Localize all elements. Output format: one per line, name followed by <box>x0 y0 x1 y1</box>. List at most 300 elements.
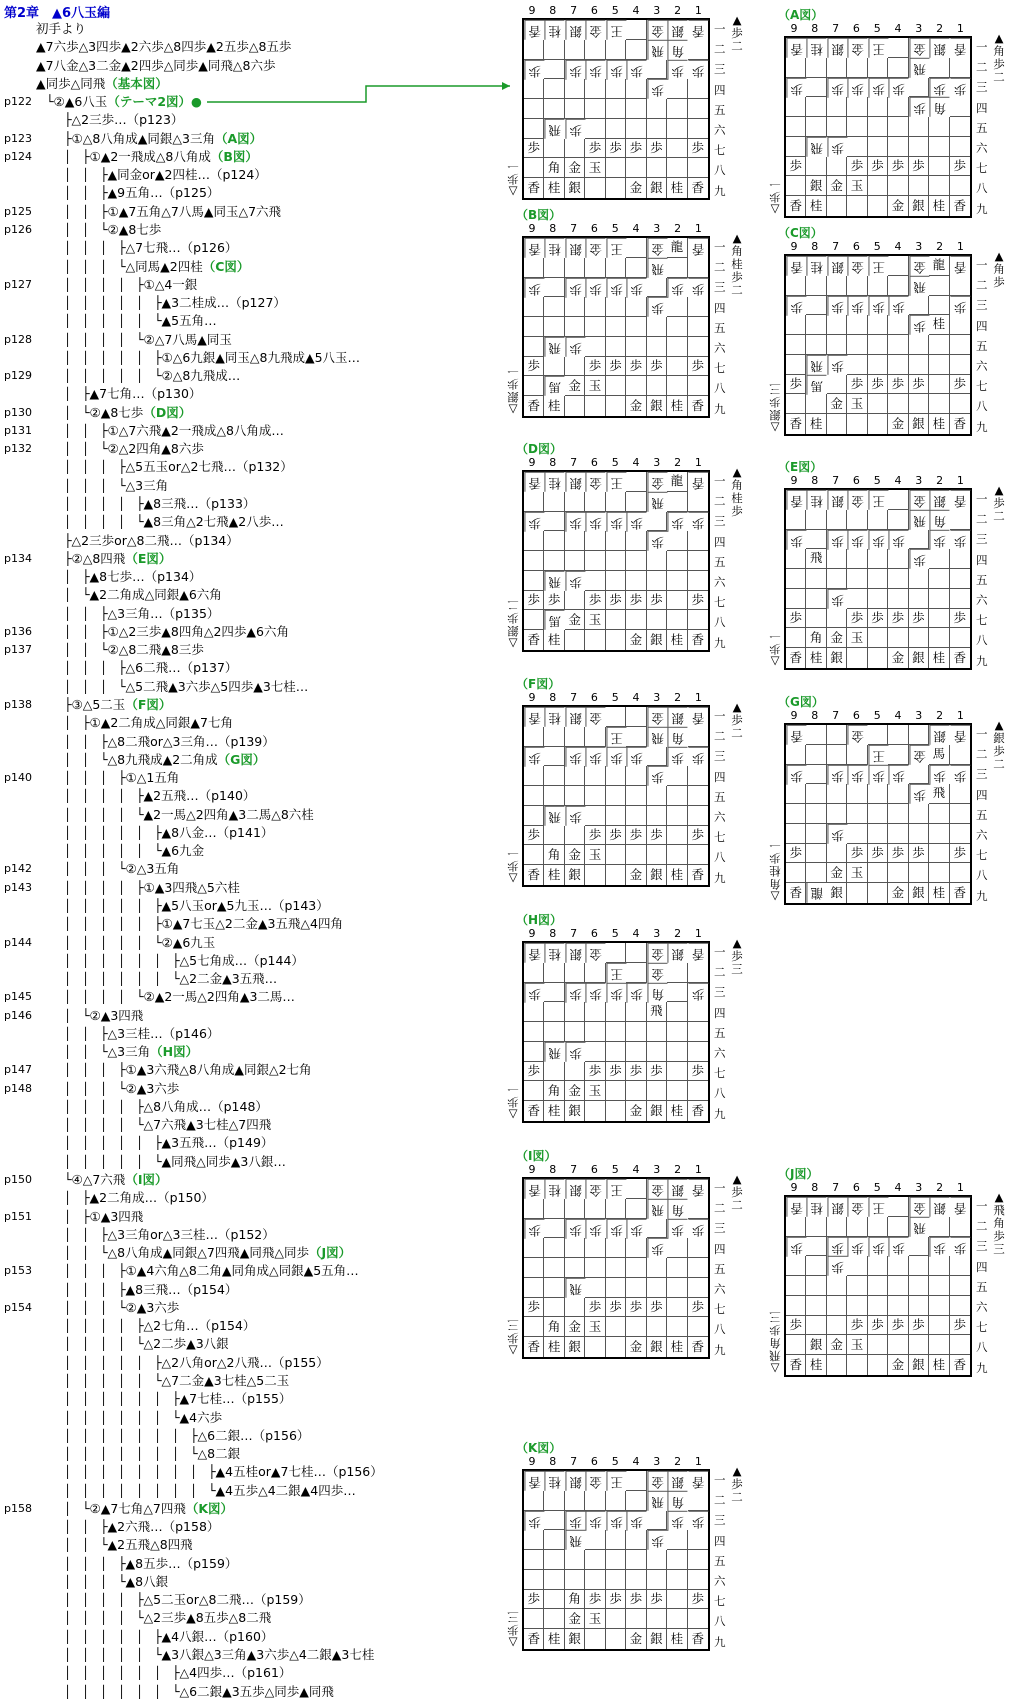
branch-marker: ├① <box>100 422 119 438</box>
tree-guide: │ <box>136 953 144 968</box>
tree-guide: │ <box>64 844 72 859</box>
file-label: 4 <box>632 4 640 17</box>
tree-guide: │ <box>82 1556 90 1571</box>
tree-guide: │ <box>82 1045 90 1060</box>
tree-guide: │ <box>100 844 108 859</box>
page-ref: p122 <box>4 95 32 109</box>
square: 銀 <box>909 1355 929 1375</box>
square: 桂 <box>667 1629 687 1649</box>
file-label: 6 <box>590 222 598 235</box>
square: 馬 <box>806 375 826 395</box>
file-label: 5 <box>873 240 881 253</box>
rank-label: 六 <box>714 1574 726 1588</box>
rank-label: 七 <box>714 1594 726 1609</box>
tree-guide: │ <box>82 1118 90 1133</box>
tree-guide: │ <box>82 935 90 950</box>
square: 銀 <box>565 472 585 492</box>
tree-guide: │ <box>82 1355 90 1370</box>
page-ref: p147 <box>4 1063 32 1077</box>
file-label: 3 <box>653 691 661 704</box>
tree-guide: │ <box>64 1538 72 1553</box>
square: 歩 <box>827 530 847 550</box>
tree-guide: │ <box>118 1648 126 1663</box>
gote-hand: △ 銀 歩 一 <box>507 364 519 417</box>
tree-guide: │ <box>64 442 72 457</box>
sente-hand: ▲ 飛 角 歩 三 <box>993 1190 1005 1256</box>
tree-guide: │ <box>64 1154 72 1169</box>
move-text: ▲5八玉or▲5九玉…（p143） <box>161 897 329 913</box>
square: 歩 <box>524 512 544 532</box>
board-label: （G図） <box>778 695 824 709</box>
rank-label: 一 <box>976 258 988 272</box>
file-label: 7 <box>570 691 578 704</box>
square: 歩 <box>688 60 708 80</box>
tree-guide: │ <box>64 771 72 786</box>
move-text: △2三歩or△8二飛…（p134） <box>71 532 239 548</box>
square: 金 <box>827 1335 847 1355</box>
square: 歩 <box>585 60 605 80</box>
move-text: △7六飛▲2一飛成△8八角成… <box>118 422 284 438</box>
board-label: （K図） <box>516 1441 562 1455</box>
board-label: （F図） <box>516 677 561 691</box>
rank-label: 七 <box>714 1066 726 1081</box>
square: 飛 <box>544 337 564 357</box>
square: 歩 <box>565 60 585 80</box>
square: 金 <box>585 1471 605 1491</box>
gote-hand: △ 歩 一 <box>507 159 519 199</box>
tree-guide: │ <box>64 222 72 237</box>
square: 銀 <box>827 648 847 668</box>
tree-guide: │ <box>100 990 108 1005</box>
square: 金 <box>647 707 667 727</box>
square: 銀 <box>565 178 585 198</box>
square: 玉 <box>585 1081 605 1101</box>
tree-guide: │ <box>82 1264 90 1279</box>
move-text: △5二飛▲3六歩△5四歩▲3七桂… <box>125 678 309 694</box>
square: 香 <box>786 648 806 668</box>
file-label: 7 <box>832 22 840 35</box>
square: 香 <box>688 472 708 492</box>
branch-marker: ├① <box>64 130 83 146</box>
square: 歩 <box>565 806 585 826</box>
move-text: ▲7六歩△3四歩▲2六歩△8四歩▲2五歩△8五歩 <box>36 39 292 55</box>
rank-label: 七 <box>976 161 988 176</box>
square: 飛 <box>544 571 564 591</box>
square: 金 <box>827 176 847 196</box>
tree-guide: │ <box>154 972 162 987</box>
rank-label: 三 <box>976 1239 988 1254</box>
page-ref: p138 <box>4 697 32 711</box>
square: 歩 <box>786 157 806 177</box>
tree-guide: │ <box>118 369 126 384</box>
move-text: ▲7五角△7八馬▲同玉△7六飛 <box>118 203 282 219</box>
square: 桂 <box>544 396 564 416</box>
tree-guide: │ <box>64 1264 72 1279</box>
square: 桂 <box>667 178 687 198</box>
file-label: 4 <box>632 1163 640 1176</box>
square: 飛 <box>544 1042 564 1062</box>
square: 歩 <box>929 765 949 785</box>
gote-hand: △ 歩 一 <box>507 1082 519 1122</box>
file-label: 7 <box>570 927 578 940</box>
square: 銀 <box>909 648 929 668</box>
tree-guide: │ <box>100 679 108 694</box>
file-label: 7 <box>832 709 840 722</box>
rank-label: 四 <box>714 82 726 97</box>
square: 歩 <box>565 1511 585 1531</box>
square: 香 <box>953 884 967 900</box>
move-text: ▲4五歩△4二銀▲4四歩… <box>215 1482 356 1498</box>
branch-marker: ├① <box>118 770 137 786</box>
rank-label: 六 <box>976 593 988 607</box>
tree-guide: │ <box>64 1081 72 1096</box>
rank-label: 一 <box>976 40 988 54</box>
square: 歩 <box>647 1062 667 1082</box>
tree-guide: │ <box>82 314 90 329</box>
square: 金 <box>847 38 867 58</box>
tree-guide: │ <box>64 515 72 530</box>
tree-guide: │ <box>64 1191 72 1206</box>
square: 歩 <box>524 278 544 298</box>
square: 銀 <box>827 883 847 903</box>
file-label: 8 <box>811 709 819 722</box>
square: 桂 <box>806 490 826 510</box>
file-label: 5 <box>611 4 619 17</box>
page-ref: p154 <box>4 1300 32 1314</box>
rank-label: 五 <box>976 572 988 587</box>
square: 金 <box>888 648 908 668</box>
square: 歩 <box>626 983 646 1003</box>
diagram-ref: （J図） <box>309 1245 352 1261</box>
move-text: ▲6九金 <box>161 843 205 859</box>
square: 銀 <box>806 176 826 196</box>
tree-guide: │ <box>64 1209 72 1224</box>
tree-guide: │ <box>82 953 90 968</box>
square: 香 <box>786 196 806 216</box>
rank-label: 一 <box>714 1473 726 1487</box>
rank-label: 二 <box>976 1219 988 1234</box>
square: 歩 <box>786 78 806 98</box>
tree-guide: │ <box>82 186 90 201</box>
square: 桂 <box>544 1101 564 1121</box>
rank-label: 五 <box>714 320 726 335</box>
file-label: 2 <box>674 222 682 235</box>
tree-guide: │ <box>118 1410 126 1425</box>
tree-guide: │ <box>82 1666 90 1681</box>
tree-guide: │ <box>82 423 90 438</box>
tree-guide: │ <box>82 990 90 1005</box>
rank-label: 二 <box>976 747 988 762</box>
square: 金 <box>909 745 929 765</box>
board-label: （C図） <box>778 226 823 240</box>
square: 銀 <box>929 38 949 58</box>
tree-guide: │ <box>82 1373 90 1388</box>
tree-guide: │ <box>64 1666 72 1681</box>
square: 金 <box>626 178 646 198</box>
file-label: 9 <box>528 456 536 469</box>
tree-guide: │ <box>154 1428 162 1443</box>
square: 金 <box>585 472 605 492</box>
file-label: 5 <box>611 1163 619 1176</box>
rank-label: 三 <box>714 62 726 77</box>
tree-guide: │ <box>64 734 72 749</box>
tree-guide: │ <box>64 661 72 676</box>
move-text: ▲同歩△同飛 <box>36 75 106 91</box>
square: 角 <box>544 1317 564 1337</box>
rank-label: 六 <box>714 1046 726 1060</box>
square: 金 <box>626 396 646 416</box>
square: 飛 <box>647 1491 667 1511</box>
board-label: （B図） <box>516 208 562 222</box>
move-text: △2八角or△2八飛…（p155） <box>161 1354 329 1370</box>
square: 金 <box>888 1355 908 1375</box>
tree-guide: │ <box>118 1483 126 1498</box>
tree-guide: │ <box>100 1410 108 1425</box>
square: 歩 <box>950 1316 970 1336</box>
file-label: 8 <box>549 691 557 704</box>
rank-label: 四 <box>714 1533 726 1548</box>
tree-guide: │ <box>154 1447 162 1462</box>
move-text: △7七飛…（p126） <box>125 240 238 256</box>
branch-marker: ├① <box>82 715 101 731</box>
file-label: 6 <box>852 240 860 253</box>
tree-guide: │ <box>154 953 162 968</box>
page-ref: p142 <box>4 862 32 876</box>
branch-marker: ├ <box>100 733 108 749</box>
rank-label: 七 <box>714 361 726 376</box>
branch-marker: └② <box>136 331 155 347</box>
tree-guide: │ <box>100 1063 108 1078</box>
move-text: ▲2二角成△同銀▲7七角 <box>100 715 233 731</box>
tree-guide: │ <box>100 1355 108 1370</box>
square: 銀 <box>827 256 847 276</box>
move-text: ▲6八玉 <box>64 94 108 110</box>
branch-marker: ├ <box>82 1190 90 1206</box>
square: 飛 <box>909 276 929 296</box>
square: 歩 <box>847 78 867 98</box>
tree-guide: │ <box>118 990 126 1005</box>
square: 香 <box>524 238 544 258</box>
file-label: 7 <box>832 1181 840 1194</box>
move-text: △7二金▲3七桂△5二玉 <box>161 1372 290 1388</box>
rank-label: 一 <box>714 945 726 959</box>
branch-marker: └ <box>118 258 126 274</box>
tree-guide: │ <box>82 442 90 457</box>
square: 香 <box>524 707 544 727</box>
move-text: ▲8三飛…（p133） <box>143 496 256 512</box>
file-label: 3 <box>915 240 923 253</box>
tree-guide: │ <box>118 515 126 530</box>
square: 歩 <box>688 591 708 611</box>
tree-guide: │ <box>100 1483 108 1498</box>
square: 金 <box>827 394 847 414</box>
square: 歩 <box>647 79 667 99</box>
file-label: 3 <box>653 1455 661 1468</box>
square: 歩 <box>524 1511 544 1531</box>
square: 歩 <box>647 1298 667 1318</box>
square: 玉 <box>585 845 605 865</box>
square: 王 <box>606 963 626 983</box>
square: 歩 <box>585 1590 605 1610</box>
square: 角 <box>667 40 687 60</box>
tree-guide: │ <box>64 935 72 950</box>
file-label: 8 <box>549 1455 557 1468</box>
tree-guide: │ <box>82 497 90 512</box>
tree-guide: │ <box>172 1483 180 1498</box>
branch-marker: └② <box>118 1080 137 1096</box>
tree-guide: │ <box>82 972 90 987</box>
tree-guide: │ <box>64 1611 72 1626</box>
square: 歩 <box>585 512 605 532</box>
tree-guide: │ <box>136 1629 144 1644</box>
file-label: 4 <box>632 927 640 940</box>
move-text: △8二飛▲8三歩 <box>118 642 204 658</box>
tree-guide: │ <box>64 1428 72 1443</box>
square: 歩 <box>688 1062 708 1082</box>
rank-label: 八 <box>976 1340 988 1355</box>
square: 香 <box>524 1337 544 1357</box>
branch-marker: └② <box>100 441 119 457</box>
tree-guide: │ <box>82 1099 90 1114</box>
square: 歩 <box>888 1237 908 1257</box>
tree-guide: │ <box>82 1337 90 1352</box>
square: 王 <box>606 1471 626 1491</box>
gote-hand: △ 歩 一 <box>769 177 781 217</box>
square: 金 <box>909 490 929 510</box>
tree-guide: │ <box>118 1666 126 1681</box>
square: 歩 <box>585 139 605 159</box>
move-text: ▲8七歩 <box>100 404 144 420</box>
file-label: 9 <box>528 1163 536 1176</box>
file-label: 9 <box>790 240 798 253</box>
move-text: △5二玉 <box>82 696 126 712</box>
page-ref: p146 <box>4 1008 32 1022</box>
diagram-ref: （基本図） <box>105 75 168 91</box>
square: 歩 <box>888 844 908 864</box>
square: 歩 <box>626 1511 646 1531</box>
tree-guide: │ <box>82 1300 90 1315</box>
tree-guide: │ <box>136 825 144 840</box>
rank-label: 七 <box>714 1302 726 1317</box>
square: 王 <box>606 472 626 492</box>
rank-label: 三 <box>976 767 988 782</box>
tree-guide: │ <box>82 679 90 694</box>
diagram-ref: （H図） <box>150 1044 199 1060</box>
move-text: ▲3二桂成…（p127） <box>161 295 286 311</box>
square: 金 <box>909 38 929 58</box>
tree-guide: │ <box>82 1154 90 1169</box>
tree-guide: │ <box>82 296 90 311</box>
branch-marker: └ <box>136 806 144 822</box>
file-label: 7 <box>570 1163 578 1176</box>
branch-marker: ├ <box>190 1427 198 1443</box>
square: 歩 <box>626 60 646 80</box>
file-label: 6 <box>590 456 598 469</box>
tree-guide: │ <box>82 1465 90 1480</box>
tree-guide: │ <box>64 277 72 292</box>
square: 歩 <box>786 375 806 395</box>
move-text: △3三角 <box>107 1044 151 1060</box>
square: 歩 <box>626 826 646 846</box>
square: 歩 <box>647 1530 667 1550</box>
tree-guide: │ <box>118 332 126 347</box>
file-label: 2 <box>674 1163 682 1176</box>
square: 飛 <box>929 784 949 804</box>
tree-guide: │ <box>82 1428 90 1443</box>
square: 玉 <box>585 1609 605 1629</box>
branch-marker: ├ <box>154 824 162 840</box>
tree-guide: │ <box>100 478 108 493</box>
tree-guide: │ <box>82 460 90 475</box>
tree-guide: │ <box>100 1556 108 1571</box>
tree-guide: │ <box>64 588 72 603</box>
square: 歩 <box>667 1511 687 1531</box>
tree-guide: │ <box>82 1611 90 1626</box>
square: 金 <box>847 725 867 745</box>
square: 角 <box>544 1081 564 1101</box>
branch-marker: └ <box>172 971 180 987</box>
move-text: △4四歩…（p161） <box>179 1665 292 1681</box>
rank-label: 一 <box>714 474 726 488</box>
file-label: 4 <box>632 1455 640 1468</box>
tree-guide: │ <box>136 296 144 311</box>
tree-guide: │ <box>118 807 126 822</box>
move-text: △6二銀…（p156） <box>197 1427 310 1443</box>
square: 歩 <box>606 983 626 1003</box>
branch-marker: ├ <box>154 295 162 311</box>
move-text: ▲8三角△2七飛▲2八歩… <box>143 514 284 530</box>
square: 歩 <box>626 1219 646 1239</box>
square: 歩 <box>565 747 585 767</box>
file-label: 8 <box>549 4 557 17</box>
square: 歩 <box>688 1298 708 1318</box>
rank-label: 五 <box>976 807 988 822</box>
tree-guide: │ <box>64 716 72 731</box>
branch-marker: └② <box>154 934 173 950</box>
square: 歩 <box>847 1237 867 1257</box>
square: 香 <box>688 707 708 727</box>
tree-guide: │ <box>64 1501 72 1516</box>
move-text: △6九銀▲同玉△8九飛成▲5八玉… <box>172 349 361 365</box>
square: 飛 <box>647 492 667 512</box>
rank-label: 九 <box>976 888 988 903</box>
file-label: 1 <box>694 927 702 940</box>
square: 歩 <box>524 1062 544 1082</box>
square: 桂 <box>544 1337 564 1357</box>
page-ref: p129 <box>4 369 32 383</box>
tree-guide: │ <box>118 789 126 804</box>
move-text: ▲6九玉 <box>172 934 216 950</box>
move-text: ▲同飛△同歩▲3八銀… <box>161 1153 286 1169</box>
move-text: ▲4八銀…（p160） <box>161 1628 274 1644</box>
square: 歩 <box>606 1219 626 1239</box>
page-ref: p128 <box>4 332 32 346</box>
rank-label: 一 <box>714 22 726 36</box>
branch-marker: ├ <box>154 897 162 913</box>
tree-guide: │ <box>64 953 72 968</box>
branch-marker: └② <box>82 1007 101 1023</box>
tree-guide: │ <box>64 1227 72 1242</box>
move-text: △6二銀▲3五歩△同歩▲同飛 <box>179 1683 334 1699</box>
page-ref: p126 <box>4 222 32 236</box>
move-text: ▲2五飛…（p140） <box>143 788 256 804</box>
tree-guide: │ <box>82 1136 90 1151</box>
tree-guide: │ <box>118 296 126 311</box>
tree-guide: │ <box>64 1337 72 1352</box>
tree-guide: │ <box>118 1629 126 1644</box>
gote-hand: △ 歩 一 <box>507 846 519 886</box>
square: 金 <box>626 630 646 650</box>
